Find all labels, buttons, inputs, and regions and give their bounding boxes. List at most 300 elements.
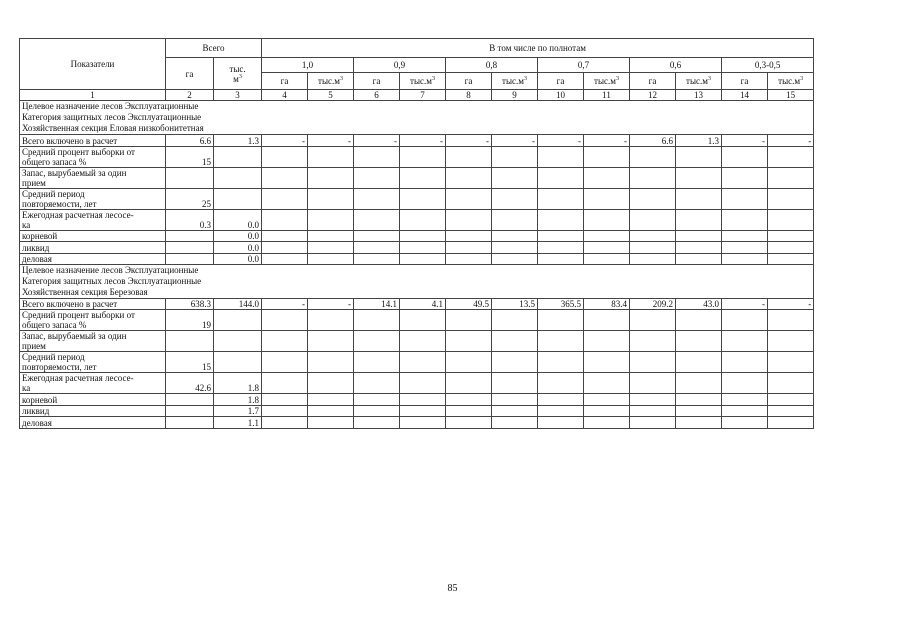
- value-cell: [538, 167, 584, 188]
- unit-tys-m3: [308, 73, 354, 90]
- value-cell: [400, 188, 446, 209]
- value-cell: [676, 352, 722, 373]
- value-cell: 1.8: [214, 373, 262, 394]
- value-cell: [166, 242, 214, 253]
- row-label-line: Запас, вырубаемый за один: [22, 167, 127, 178]
- section-title-line: Хозяйственная секция Еловая низкобонитетная: [22, 123, 204, 134]
- value-cell: [676, 310, 722, 331]
- value-cell: [676, 373, 722, 394]
- value-cell: [768, 310, 814, 331]
- value-cell: [308, 310, 354, 331]
- row-label: [20, 394, 166, 405]
- column-number: 1: [20, 90, 166, 101]
- value-cell: [262, 188, 308, 209]
- table-row: [20, 242, 814, 253]
- unit-cube-sup: 3: [431, 76, 435, 82]
- value-cell: [492, 417, 538, 428]
- value-cell: 15: [166, 146, 214, 167]
- row-label: [20, 298, 166, 309]
- unit-tys-m3: [768, 73, 814, 90]
- value-cell: 0.0: [214, 209, 262, 230]
- unit-cube-sup: 3: [615, 76, 619, 82]
- row-label-line: ликвид: [22, 406, 50, 417]
- value-cell: 1.3: [214, 135, 262, 146]
- value-cell: [676, 188, 722, 209]
- value-cell: [538, 352, 584, 373]
- value-cell: [214, 146, 262, 167]
- header-polnota-3: 0,8: [446, 58, 538, 73]
- unit-cube-sup: 3: [523, 76, 527, 82]
- header-vsego-ga: га: [166, 58, 214, 90]
- unit-ga: га: [630, 73, 676, 90]
- row-label-line: ликвид: [22, 242, 50, 253]
- value-cell: 43.0: [676, 298, 722, 309]
- value-cell: [584, 373, 630, 394]
- column-number: 2: [166, 90, 214, 101]
- value-cell: [400, 310, 446, 331]
- value-cell: [584, 310, 630, 331]
- header-m3-text: [216, 74, 259, 84]
- row-label-line: общего запаса %: [22, 156, 87, 167]
- table-body: [20, 101, 814, 428]
- value-cell: 1.8: [214, 394, 262, 405]
- column-number: 7: [400, 90, 446, 101]
- value-cell: [354, 310, 400, 331]
- value-cell: -: [262, 298, 308, 309]
- value-cell: [400, 242, 446, 253]
- value-cell: [584, 352, 630, 373]
- value-cell: [354, 352, 400, 373]
- value-cell: [262, 352, 308, 373]
- value-cell: [584, 167, 630, 188]
- column-number: 3: [214, 90, 262, 101]
- value-cell: [262, 230, 308, 241]
- unit-tys-m3: [676, 73, 722, 90]
- value-cell: [538, 394, 584, 405]
- row-label-line: прием: [22, 341, 46, 352]
- table-row: [20, 405, 814, 416]
- value-cell: [166, 394, 214, 405]
- value-cell: 25: [166, 188, 214, 209]
- row-label-line: повторяемости, лет: [22, 362, 97, 373]
- value-cell: -: [400, 135, 446, 146]
- table-row: [20, 417, 814, 428]
- value-cell: 365.5: [538, 298, 584, 309]
- row-label-line: деловая: [22, 253, 52, 264]
- value-cell: [308, 352, 354, 373]
- value-cell: [446, 146, 492, 167]
- value-cell: [446, 310, 492, 331]
- value-cell: 1.7: [214, 405, 262, 416]
- value-cell: [584, 146, 630, 167]
- value-cell: [354, 417, 400, 428]
- header-number-row: [20, 90, 814, 101]
- value-cell: [630, 242, 676, 253]
- value-cell: [262, 373, 308, 394]
- value-cell: [538, 417, 584, 428]
- value-cell: [446, 188, 492, 209]
- value-cell: [722, 209, 768, 230]
- value-cell: [262, 146, 308, 167]
- value-cell: [584, 242, 630, 253]
- value-cell: [492, 242, 538, 253]
- unit-tys-m3: [400, 73, 446, 90]
- row-label-line: Ежегодная расчетная лесосе-: [22, 209, 134, 220]
- value-cell: [166, 331, 214, 352]
- row-label-line: Средний период: [22, 188, 85, 199]
- row-label: [20, 135, 166, 146]
- value-cell: [676, 209, 722, 230]
- value-cell: [538, 253, 584, 264]
- value-cell: [354, 167, 400, 188]
- value-cell: 144.0: [214, 298, 262, 309]
- value-cell: [308, 373, 354, 394]
- value-cell: [354, 405, 400, 416]
- value-cell: -: [354, 135, 400, 146]
- header-polnota-4: 0,7: [538, 58, 630, 73]
- value-cell: [400, 230, 446, 241]
- row-label: [20, 146, 166, 167]
- section-title-line: Хозяйственная секция Березовая: [22, 286, 148, 297]
- value-cell: 14.1: [354, 298, 400, 309]
- value-cell: 0.0: [214, 253, 262, 264]
- value-cell: 0.0: [214, 230, 262, 241]
- value-cell: [214, 352, 262, 373]
- value-cell: [262, 405, 308, 416]
- row-label-line: повторяемости, лет: [22, 198, 97, 209]
- value-cell: 83.4: [584, 298, 630, 309]
- value-cell: [400, 405, 446, 416]
- unit-tys-m-text: тыс.м: [594, 76, 616, 86]
- value-cell: -: [308, 298, 354, 309]
- value-cell: [630, 405, 676, 416]
- value-cell: -: [584, 135, 630, 146]
- row-label-line: Запас, вырубаемый за один: [22, 331, 127, 342]
- header-polnota-5: 0,6: [630, 58, 722, 73]
- column-number: 10: [538, 90, 584, 101]
- value-cell: [492, 209, 538, 230]
- value-cell: -: [768, 135, 814, 146]
- value-cell: [354, 230, 400, 241]
- value-cell: 638.3: [166, 298, 214, 309]
- value-cell: [768, 146, 814, 167]
- row-label-line: Всего включено в расчет: [22, 135, 118, 146]
- value-cell: 0.3: [166, 209, 214, 230]
- value-cell: -: [768, 298, 814, 309]
- value-cell: 49.5: [446, 298, 492, 309]
- header-m-text: м: [233, 73, 239, 84]
- value-cell: 1.1: [214, 417, 262, 428]
- value-cell: [446, 417, 492, 428]
- header-v-tom-chisle: В том числе по полнотам: [262, 39, 814, 58]
- row-label: [20, 209, 166, 230]
- table-row: [20, 167, 814, 188]
- value-cell: [446, 352, 492, 373]
- value-cell: [768, 167, 814, 188]
- table-row: [20, 135, 814, 146]
- value-cell: 6.6: [630, 135, 676, 146]
- row-label: [20, 405, 166, 416]
- value-cell: [308, 188, 354, 209]
- value-cell: [492, 253, 538, 264]
- value-cell: [584, 230, 630, 241]
- value-cell: [584, 209, 630, 230]
- value-cell: [492, 230, 538, 241]
- value-cell: [768, 253, 814, 264]
- value-cell: [166, 230, 214, 241]
- value-cell: [400, 352, 446, 373]
- value-cell: [446, 331, 492, 352]
- value-cell: [400, 253, 446, 264]
- value-cell: [308, 405, 354, 416]
- value-cell: [166, 167, 214, 188]
- unit-tys-m-text: тыс.м: [318, 76, 340, 86]
- value-cell: 209.2: [630, 298, 676, 309]
- value-cell: -: [722, 135, 768, 146]
- table-row: [20, 253, 814, 264]
- value-cell: [676, 167, 722, 188]
- value-cell: [308, 242, 354, 253]
- value-cell: [492, 310, 538, 331]
- value-cell: [584, 253, 630, 264]
- value-cell: [538, 230, 584, 241]
- value-cell: [630, 394, 676, 405]
- table-row: [20, 331, 814, 352]
- value-cell: [354, 242, 400, 253]
- page-number: 85: [447, 583, 458, 594]
- value-cell: [538, 310, 584, 331]
- value-cell: [538, 209, 584, 230]
- value-cell: [354, 253, 400, 264]
- table-header: [20, 39, 814, 101]
- value-cell: [768, 331, 814, 352]
- value-cell: [630, 417, 676, 428]
- section-title-line: Целевое назначение лесов Эксплуатационные: [22, 101, 199, 112]
- value-cell: [492, 188, 538, 209]
- unit-tys-m-text: тыс.м: [410, 76, 432, 86]
- value-cell: [630, 253, 676, 264]
- column-number: 12: [630, 90, 676, 101]
- value-cell: [630, 167, 676, 188]
- column-number: 5: [308, 90, 354, 101]
- value-cell: [722, 394, 768, 405]
- unit-tys-m3: [584, 73, 630, 90]
- header-vsego: Всего: [166, 39, 262, 58]
- value-cell: -: [446, 135, 492, 146]
- value-cell: [446, 373, 492, 394]
- unit-tys-m-text: тыс.м: [502, 76, 524, 86]
- row-label-line: прием: [22, 177, 46, 188]
- header-vsego-tys-m3: [214, 58, 262, 90]
- row-label-line: деловая: [22, 417, 52, 428]
- value-cell: [676, 394, 722, 405]
- unit-tys-m3: [492, 73, 538, 90]
- row-label-line: общего запаса %: [22, 320, 87, 331]
- value-cell: [446, 405, 492, 416]
- value-cell: 19: [166, 310, 214, 331]
- value-cell: [400, 167, 446, 188]
- value-cell: [446, 242, 492, 253]
- value-cell: [676, 146, 722, 167]
- unit-ga: га: [262, 73, 308, 90]
- value-cell: [400, 373, 446, 394]
- value-cell: [768, 417, 814, 428]
- value-cell: [308, 253, 354, 264]
- unit-cube-sup: 3: [339, 76, 343, 82]
- value-cell: [400, 209, 446, 230]
- row-label: [20, 253, 166, 264]
- value-cell: [722, 242, 768, 253]
- value-cell: -: [308, 135, 354, 146]
- value-cell: [630, 331, 676, 352]
- value-cell: [538, 242, 584, 253]
- header-pokazateli: Показатели: [20, 39, 166, 90]
- table-row: [20, 373, 814, 394]
- value-cell: [630, 310, 676, 331]
- value-cell: [492, 167, 538, 188]
- value-cell: 13.5: [492, 298, 538, 309]
- header-tys-text: тыс.: [229, 63, 246, 74]
- row-label-line: корневой: [22, 394, 58, 405]
- value-cell: [354, 209, 400, 230]
- row-label: [20, 352, 166, 373]
- column-number: 11: [584, 90, 630, 101]
- row-label-line: ка: [22, 219, 31, 230]
- header-cube-sup: 3: [238, 73, 242, 80]
- value-cell: [538, 331, 584, 352]
- value-cell: [538, 188, 584, 209]
- row-label: [20, 331, 166, 352]
- value-cell: [722, 253, 768, 264]
- value-cell: [722, 331, 768, 352]
- value-cell: [308, 146, 354, 167]
- value-cell: [214, 331, 262, 352]
- value-cell: [354, 373, 400, 394]
- value-cell: -: [262, 135, 308, 146]
- value-cell: 42.6: [166, 373, 214, 394]
- value-cell: [492, 373, 538, 394]
- unit-ga: га: [446, 73, 492, 90]
- row-label-line: Всего включено в расчет: [22, 299, 118, 310]
- value-cell: [676, 230, 722, 241]
- row-label: [20, 188, 166, 209]
- value-cell: [722, 230, 768, 241]
- value-cell: [768, 394, 814, 405]
- section-title: [20, 101, 814, 135]
- value-cell: [630, 352, 676, 373]
- value-cell: [262, 209, 308, 230]
- value-cell: 4.1: [400, 298, 446, 309]
- value-cell: [400, 146, 446, 167]
- row-label-line: Средний период: [22, 352, 85, 363]
- value-cell: [308, 394, 354, 405]
- unit-ga: га: [722, 73, 768, 90]
- value-cell: [492, 405, 538, 416]
- table-row: [20, 394, 814, 405]
- header-polnota-2: 0,9: [354, 58, 446, 73]
- value-cell: [584, 331, 630, 352]
- value-cell: [722, 188, 768, 209]
- value-cell: 1.3: [676, 135, 722, 146]
- table-row: [20, 188, 814, 209]
- row-label-line: Средний процент выборки от: [22, 146, 135, 157]
- value-cell: [538, 373, 584, 394]
- unit-ga: га: [538, 73, 584, 90]
- table-row: [20, 298, 814, 309]
- value-cell: [308, 209, 354, 230]
- column-number: 4: [262, 90, 308, 101]
- value-cell: [492, 331, 538, 352]
- column-number: 14: [722, 90, 768, 101]
- row-label-line: Средний процент выборки от: [22, 310, 135, 321]
- value-cell: [722, 417, 768, 428]
- section-header-row: [20, 101, 814, 135]
- value-cell: [722, 310, 768, 331]
- unit-cube-sup: 3: [707, 76, 711, 82]
- value-cell: [262, 331, 308, 352]
- section-title: [20, 264, 814, 298]
- value-cell: [354, 188, 400, 209]
- column-number: 9: [492, 90, 538, 101]
- value-cell: [630, 146, 676, 167]
- value-cell: [308, 230, 354, 241]
- value-cell: [630, 373, 676, 394]
- value-cell: [214, 310, 262, 331]
- value-cell: 0.0: [214, 242, 262, 253]
- value-cell: [262, 167, 308, 188]
- value-cell: [214, 167, 262, 188]
- value-cell: [768, 230, 814, 241]
- forest-cut-table: [19, 38, 814, 429]
- value-cell: [768, 405, 814, 416]
- value-cell: [400, 394, 446, 405]
- value-cell: [676, 253, 722, 264]
- value-cell: [722, 146, 768, 167]
- row-label-line: Ежегодная расчетная лесосе-: [22, 373, 134, 384]
- value-cell: [722, 352, 768, 373]
- unit-ga: га: [354, 73, 400, 90]
- value-cell: [768, 242, 814, 253]
- row-label: [20, 417, 166, 428]
- column-number: 8: [446, 90, 492, 101]
- value-cell: [584, 394, 630, 405]
- value-cell: [630, 188, 676, 209]
- value-cell: [166, 405, 214, 416]
- value-cell: [584, 188, 630, 209]
- unit-tys-m-text: тыс.м: [686, 76, 708, 86]
- value-cell: [446, 253, 492, 264]
- value-cell: -: [538, 135, 584, 146]
- value-cell: [308, 417, 354, 428]
- value-cell: [722, 405, 768, 416]
- section-title-line: Категория защитных лесов Эксплуатационные: [22, 275, 202, 286]
- value-cell: [768, 373, 814, 394]
- value-cell: [630, 209, 676, 230]
- value-cell: [492, 146, 538, 167]
- value-cell: [538, 405, 584, 416]
- value-cell: [492, 394, 538, 405]
- column-number: 13: [676, 90, 722, 101]
- value-cell: [676, 331, 722, 352]
- value-cell: [354, 146, 400, 167]
- value-cell: [446, 394, 492, 405]
- header-polnota-1: 1,0: [262, 58, 354, 73]
- value-cell: [214, 188, 262, 209]
- value-cell: [166, 253, 214, 264]
- value-cell: [308, 167, 354, 188]
- row-label: [20, 242, 166, 253]
- table-row: [20, 209, 814, 230]
